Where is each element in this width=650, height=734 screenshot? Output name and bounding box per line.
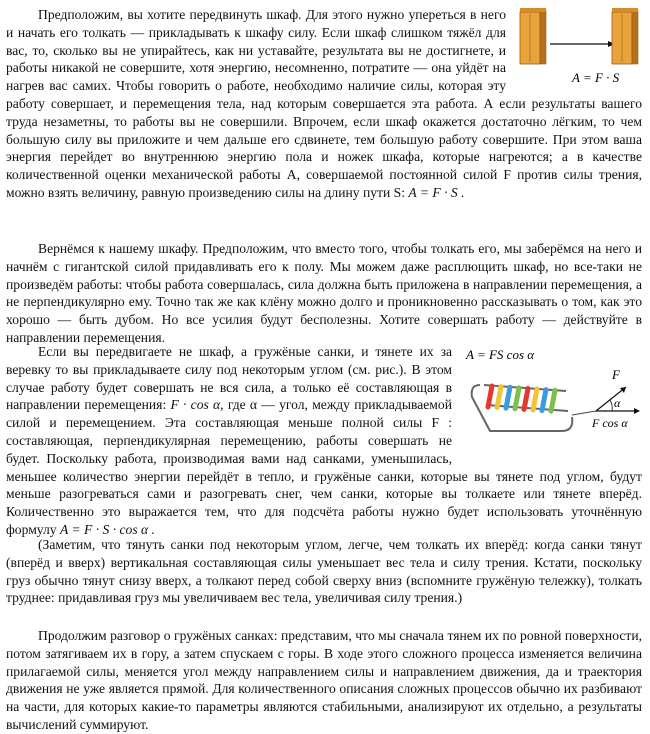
paragraph-1 [6,6,642,202]
sled-illustration [462,345,642,457]
paragraph-1-text: Предположим, вы хотите передвинуть шкаф. Для этого нужно упереться в него и начать его толкать — прикладывать к шкафу силу. Если шкаф слишком тяжёл для вас, то, сколько вы не упирайтесь, как ни уставайте, результата вы не достигнете, и работы никакой не совершите, хотя энергию, несомненно, потратите — она уйдёт на нагрев вас самих. Чтобы говорить о работе, необходимо наличие силы, которая эту работу совершает, и перемещения тела, над которым совершается эта работа. А если результаты вашего труда незаметны, то работы вы не совершили. Впрочем, если шкаф окажется достаточно лёгким, то чем большую силу вы приложите и чем дальше его сдвинете, тем большую работу совершите. При этом ваша энергия перейдет во внутреннюю энергию пола и ножек шкафа, которые нагреются; а в качестве количественной оценки механической работы A, совершаемой постоянной силой F против силы трения, можно взять величину, равную произведению силы на длину пути S: [6,7,642,200]
angle-arc [610,400,612,411]
paragraph-5: Продолжим разговор о гружёных санках: представим, что мы сначала тянем их по ровной поверхности, потом затягиваем их в гору, а затем спускаем с горы. В ходе этого сложного процесса изменяется величина прилагаемой силы, меняется угол между направлением силы и направлением движения, да и траектория движения не уже является прямой. Для количественного описания сложных процессов обычно их разбивают на части, для которых какие-то параметры являются стабильными, анализируют их отдельно, а результаты вычислений суммируют. [6,628,642,732]
sled-figure [462,345,642,457]
sled-slat [524,388,528,409]
force-arrow [596,387,626,411]
angle-label: α [614,396,621,410]
component-label: F cos α [592,416,628,430]
sled-slat [497,387,501,408]
paragraph-3-text-a: Если вы передвигаете не шкаф, а гружёные санки, и тянете их за веревку то вы прикладываете силу под некоторым углом (см. рис.). В этом случае работу будет совершать не вся сила, а только её составляющая в направлении перемещения: [6,344,452,413]
sled-slat [551,390,555,411]
sled-slat [488,386,492,407]
force-label: F [612,367,620,382]
paragraph-2: Вернёмся к нашему шкафу. Предположим, что вместо того, чтобы толкать его, мы заберёмся на него и начнём с гигантской силой придавливать его к полу. Мы можем даже расплющить шкаф, но все-таки не произведём работы: чтобы работа совершалась, сила должна быть приложена в направлении перемещения, а не перпендикулярно ему. Точно так же как клёну можно долго и проникновенно рассказывать о том, как это хорошо — быть дубом. Но все усилия будут бесполезны. Хотите совершать работу — действуйте в направлении перемещения. [6,241,642,345]
refined-work-formula: A = F · S · cos α . [59,521,155,537]
cabinet-left [520,8,546,64]
rope [572,411,596,415]
sled-slat [515,388,519,409]
work-formula: A = F · S . [408,184,465,200]
cabinet-illustration [516,6,642,86]
sled-slat [506,387,510,408]
component-formula: F · cos α [170,397,221,413]
sled-formula: A = FS cos α [466,347,535,362]
paragraph-4: (Заметим, что тянуть санки под некоторым углом, легче, чем толкать их вперёд: когда санки тянут (вперёд и вверх) вертикальная составляющая силы уменьшает вес тела и силу трения. Кстати, поскольку груз обычно тянут снизу вверх, а толкают перед собой сверху вниз (вспомните гружёную тележку), толкать труднее: придавливая груз мы увеличиваем вес тела, увеличивая силу трения.) [6,537,642,606]
cabinet-figure [516,6,642,86]
paragraph-3-text-b: , где α — угол, между прикладываемой силой и перемещением. Эта составляющая меньше полной силы F : составляющая, перпендикулярная перемещению, работы совершать не будет. Поскольку работа, производимая вами над санками, уменьшилась, меньшее количество энергии перейдёт в тепло, и гружёные санки, которые вы тянете под углом, будут меньше разогреваться сами и разогревать снег, чем санки, которые вы толкаете или тянете вперёд. Количественно это выражается тем, что для подсчёта работы нужно будет использовать уточнённую формулу [6,397,642,537]
cabinet-formula: A = F · S [572,70,620,85]
cabinet-right [612,8,638,64]
sled-slat [542,390,546,411]
paragraph-3 [6,343,642,539]
sled-slat [533,389,537,410]
